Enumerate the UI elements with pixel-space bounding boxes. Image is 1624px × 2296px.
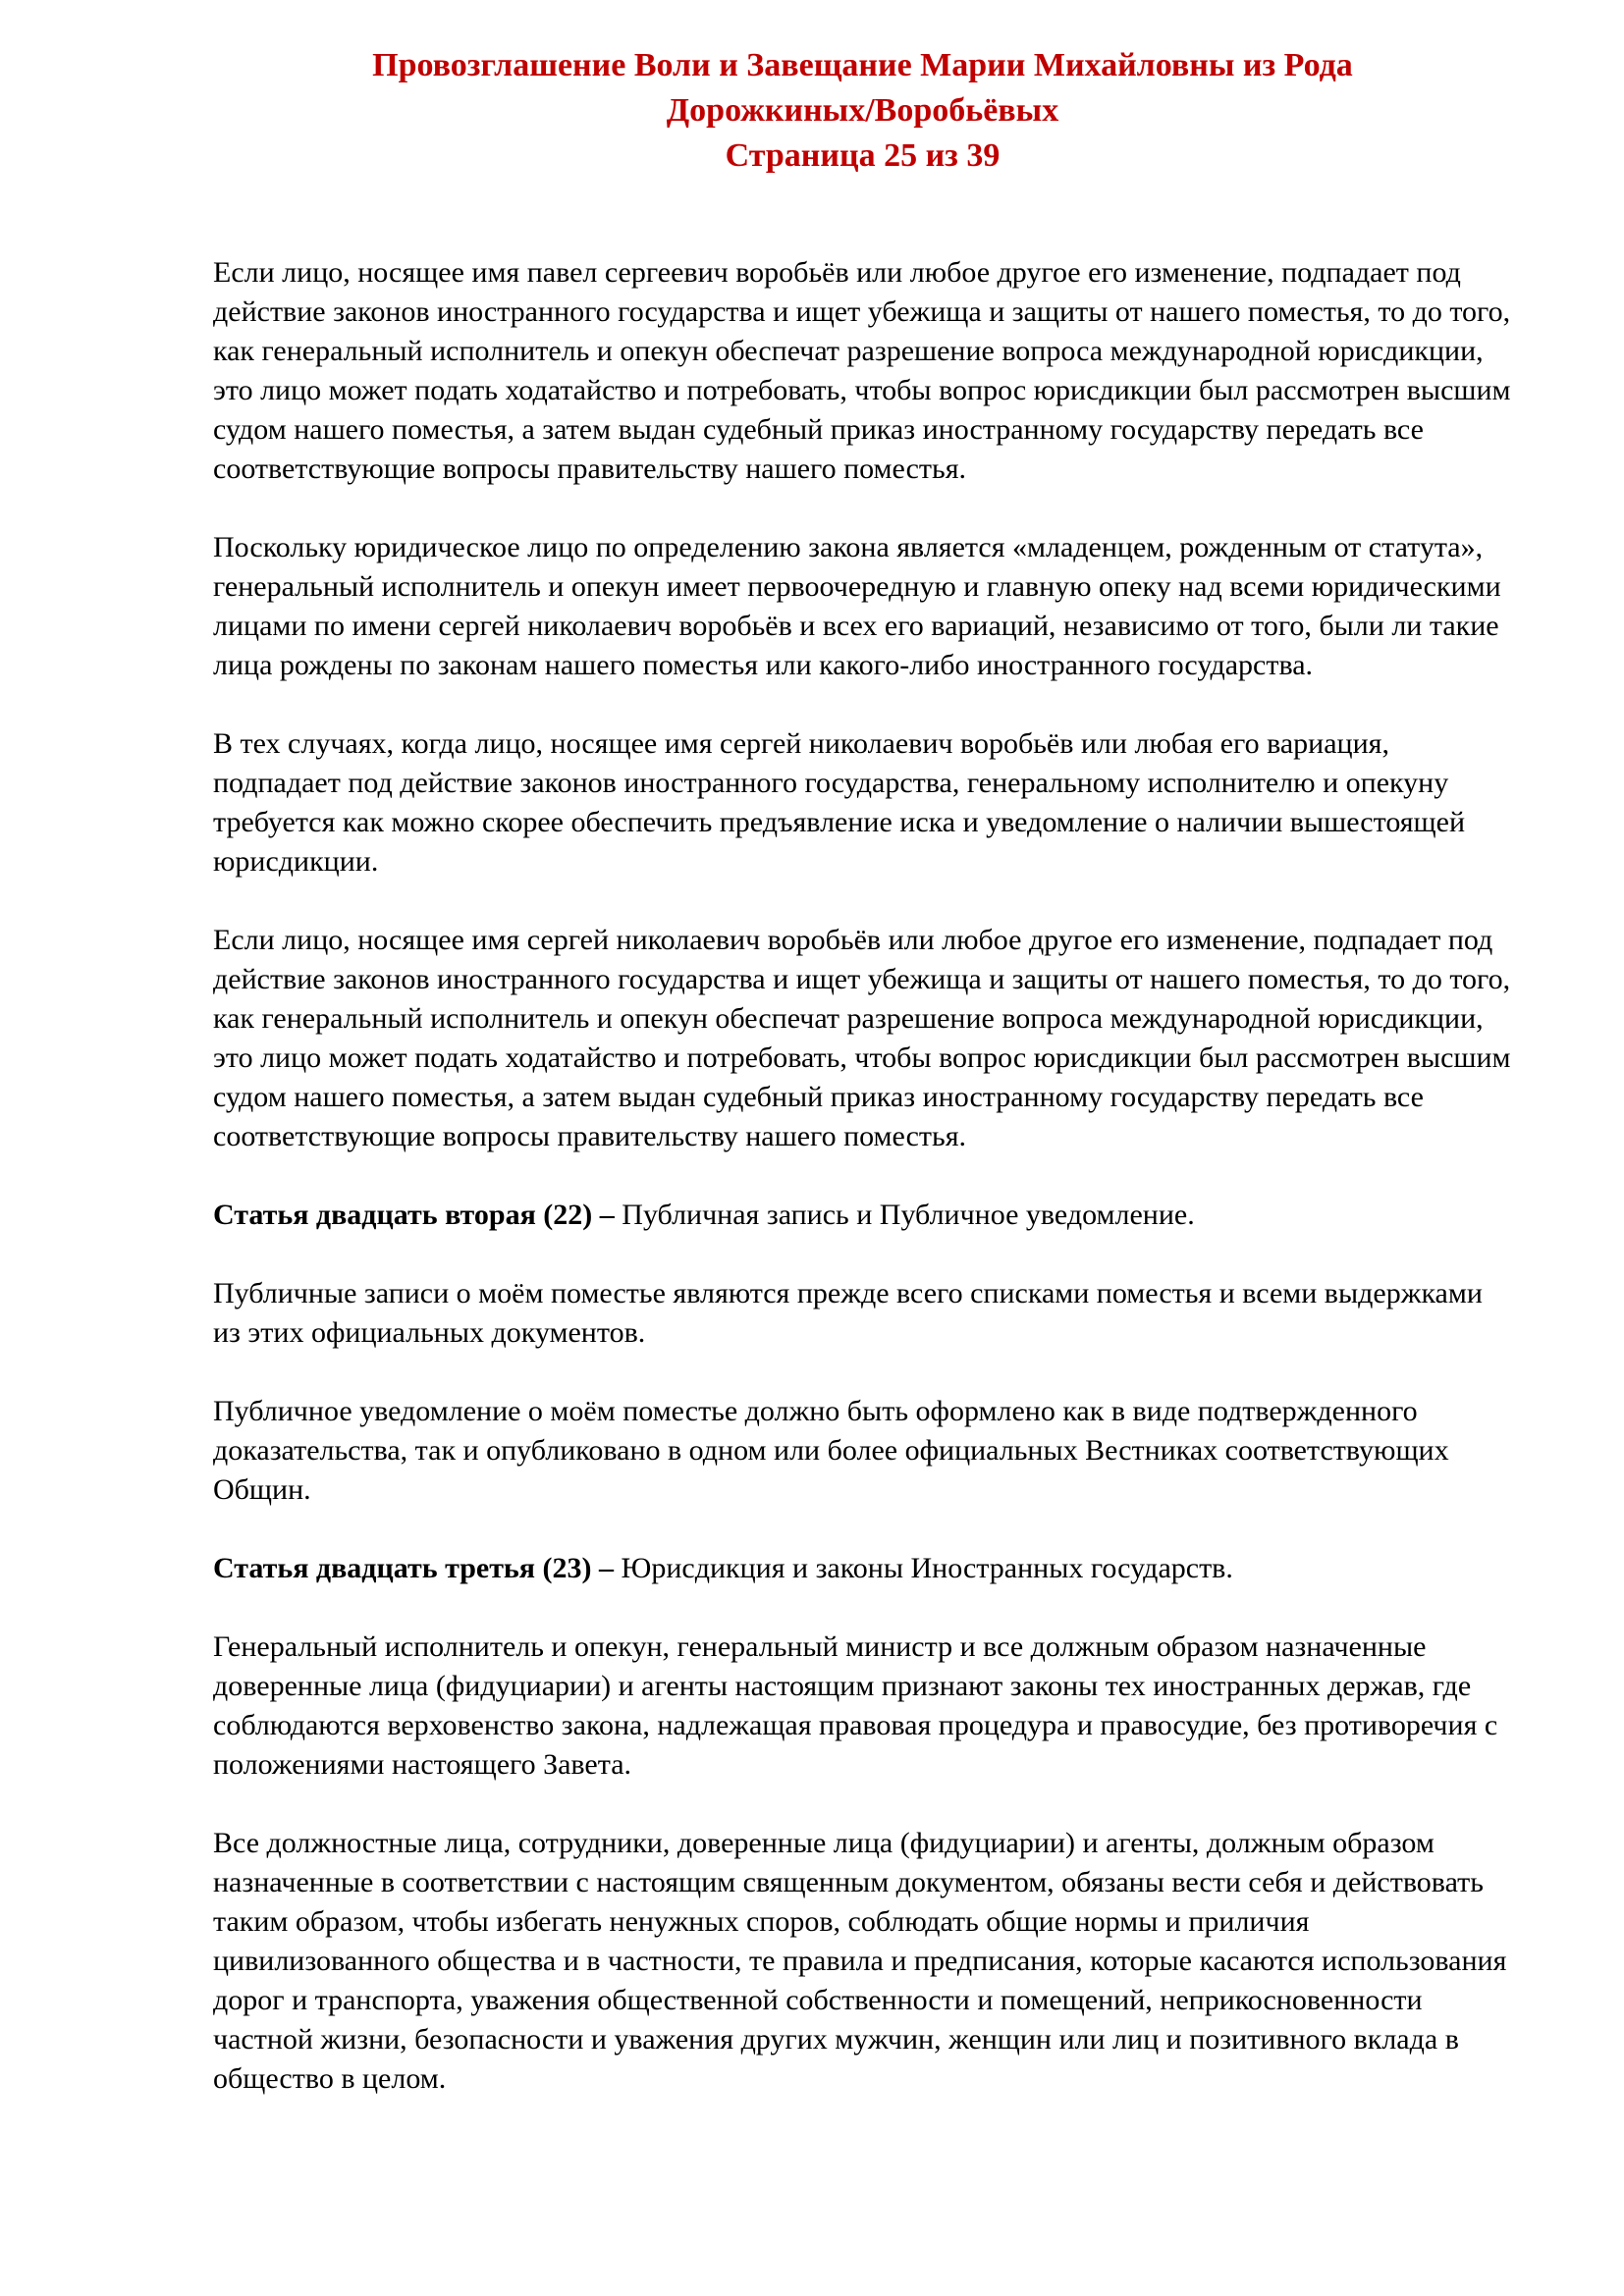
paragraph: Поскольку юридическое лицо по определению закона является «младенцем, рожденным от статута», генеральный исполнитель и опекун имеет первоочередную и главную опеку над всеми юридическими лицами по имени сергей николаевич воробьёв и всех его вариаций, независимо от того, были ли такие лица рождены по законам нашего поместья или какого-либо иностранного государства. bbox=[213, 531, 1501, 681]
paragraph: Если лицо, носящее имя сергей николаевич воробьёв или любое другое его изменение, подпадает под действие законов иностранного государства и ищет убежища и защиты от нашего поместья, то до того, как генеральный исполнитель и опекун обеспечат разрешение вопроса международной юрисдикции, это лицо может подать ходатайство и потребовать, чтобы вопрос юрисдикции был рассмотрен высшим судом нашего поместья, а затем выдан судебный приказ иностранному государству передать все соответствующие вопросы правительству нашего поместья. bbox=[213, 924, 1511, 1152]
paragraph: Если лицо, носящее имя павел сергеевич воробьёв или любое другое его изменение, подпадает под действие законов иностранного государства и ищет убежища и защиты от нашего поместья, то до того, как генеральный исполнитель и опекун обеспечат разрешение вопроса международной юрисдикции, это лицо может подать ходатайство и потребовать, чтобы вопрос юрисдикции был рассмотрен высшим судом нашего поместья, а затем выдан судебный приказ иностранному государству передать все соответствующие вопросы правительству нашего поместья. bbox=[213, 256, 1511, 485]
paragraph: Все должностные лица, сотрудники, доверенные лица (фидуциарии) и агенты, должным образом назначенные в соответствии с настоящим священным документом, обязаны вести себя и действовать таким образом, чтобы избегать ненужных споров, соблюдать общие нормы и приличия цивилизованного общества и в частности, те правила и предписания, которые касаются использования дорог и транспорта, уважения общественной собственности и помещений, неприкосновенности частной жизни, безопасности и уважения других мужчин, женщин или лиц и позитивного вклада в общество в целом. bbox=[213, 1827, 1507, 2095]
document-body bbox=[213, 253, 1512, 2099]
paragraph: В тех случаях, когда лицо, носящее имя сергей николаевич воробьёв или любая его вариация, подпадает под действие законов иностранного государства, генеральному исполнителю и опекуну требуется как можно скорее обеспечить предъявление иска и уведомление о наличии вышестоящей юрисдикции. bbox=[213, 727, 1466, 878]
article-heading-23-title: Юрисдикция и законы Иностранных государств. bbox=[614, 1552, 1233, 1584]
document-title-line-1: Провозглашение Воли и Завещание Марии Михайловны из Рода bbox=[372, 47, 1353, 83]
document-title-line-2: Дорожкиных/Воробьёвых bbox=[666, 92, 1059, 129]
page-number-indicator: Страница 25 из 39 bbox=[725, 137, 1001, 174]
paragraph: Публичные записи о моём поместье являются прежде всего списками поместья и всеми выдержками из этих официальных документов. bbox=[213, 1277, 1483, 1349]
paragraph: Генеральный исполнитель и опекун, генеральный министр и все должным образом назначенные доверенные лица (фидуциарии) и агенты настоящим признают законы тех иностранных держав, где соблюдаются верховенство закона, надлежащая правовая процедура и правосудие, без противоречия с положениями настоящего Завета. bbox=[213, 1630, 1498, 1781]
article-heading-22 bbox=[213, 1196, 1512, 1235]
article-heading-23 bbox=[213, 1549, 1512, 1588]
article-heading-22-number: Статья двадцать вторая (22) – bbox=[213, 1199, 615, 1231]
document-header bbox=[213, 43, 1512, 179]
paragraph: Публичное уведомление о моём поместье должно быть оформлено как в виде подтвержденного доказательства, так и опубликовано в одном или более официальных Вестниках соответствующих Общин. bbox=[213, 1395, 1449, 1506]
article-heading-23-number: Статья двадцать третья (23) – bbox=[213, 1552, 615, 1584]
article-heading-22-title: Публичная запись и Публичное уведомление. bbox=[614, 1199, 1195, 1231]
